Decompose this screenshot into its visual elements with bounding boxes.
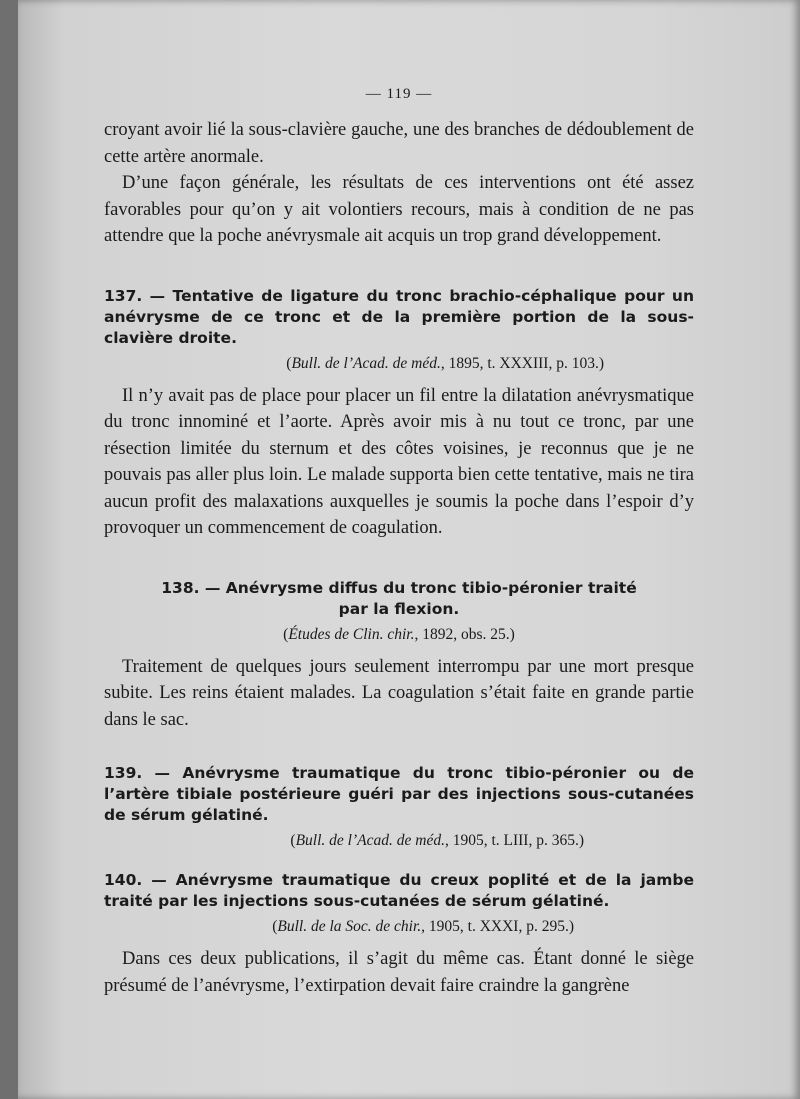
citation: (Bull. de la Soc. de chir., 1905, t. XXXI, p. 295.) xyxy=(272,918,574,935)
entry-140 xyxy=(104,870,694,999)
citation-ref: , 1892, obs. 25.) xyxy=(414,625,515,643)
entry-138 xyxy=(104,578,694,734)
citation-ref: , 1905, t. LIII, p. 365.) xyxy=(444,832,584,849)
entry-title: 138. — Anévrysme diffus du tronc tibio-péronier traité par la flexion. xyxy=(161,578,637,618)
intro-paragraph-2: D’une façon générale, les résultats de ces interventions ont été assez favorables pour qu’on y ait volontiers recours, mais à condition de ne pas attendre que la poche anévrysmale ait acquis un trop grand développement. xyxy=(104,173,694,246)
citation-source: Bull. de l’Acad. de méd. xyxy=(291,354,441,372)
entry-139 xyxy=(104,763,694,852)
entry-title: 137. — Tentative de ligature du tronc brachio-céphalique pour un anévrysme de ce tronc et de la première portion de la sous-clavière droite. xyxy=(104,286,694,347)
citation: (Bull. de l’Acad. de méd., 1905, t. LIII, p. 365.) xyxy=(290,832,584,849)
citation: (Bull. de l’Acad. de méd., 1895, t. XXXIII, p. 103.) xyxy=(286,354,604,372)
book-page xyxy=(18,0,800,1099)
page-number: — 119 — xyxy=(365,86,433,102)
page-content xyxy=(104,86,694,999)
entry-title: 140. — Anévrysme traumatique du creux poplité et de la jambe traité par les injections sous-cutanées de sérum gélatiné. xyxy=(104,871,694,910)
citation-source: Bull. de la Soc. de chir. xyxy=(277,918,422,935)
citation-source: Études de Clin. chir. xyxy=(288,625,415,643)
citation-ref: , 1905, t. XXXI, p. 295.) xyxy=(421,918,574,935)
citation-source: Bull. de l’Acad. de méd. xyxy=(295,832,445,849)
entry-title: 139. — Anévrysme traumatique du tronc tibio-péronier ou de l’artère tibiale postérieure guéri par des injections sous-cutanées de sérum gélatiné. xyxy=(104,764,694,824)
entry-137 xyxy=(104,286,694,542)
citation-ref: , 1895, t. XXXIII, p. 103.) xyxy=(440,354,604,372)
entry-body: Dans ces deux publications, il s’agit du même cas. Étant donné le siège présumé de l’anévrysme, l’extirpation devait faire craindre la gangrène xyxy=(104,949,694,996)
citation: (Études de Clin. chir., 1892, obs. 25.) xyxy=(283,625,515,643)
entry-body: Il n’y avait pas de place pour placer un fil entre la dilatation anévrysmatique du tronc innominé et l’aorte. Après avoir mis à nu tout ce tronc, par une résection limitée du sternum et des côtes voisines, je reconnus que je ne pouvais pas aller plus loin. Le malade supporta bien cette tentative, mais ne tira aucun profit des malaxations auxquelles je soumis la poche dans l’espoir d’y provoquer un commencement de coagulation. xyxy=(104,385,694,538)
entry-body: Traitement de quelques jours seulement interrompu par une mort presque subite. Les reins étaient malades. La coagulation s’était faite en grande partie dans le sac. xyxy=(104,656,694,730)
intro-paragraph-1: croyant avoir lié la sous-clavière gauche, une des branches de dédoublement de cette artère anormale. xyxy=(104,120,694,167)
